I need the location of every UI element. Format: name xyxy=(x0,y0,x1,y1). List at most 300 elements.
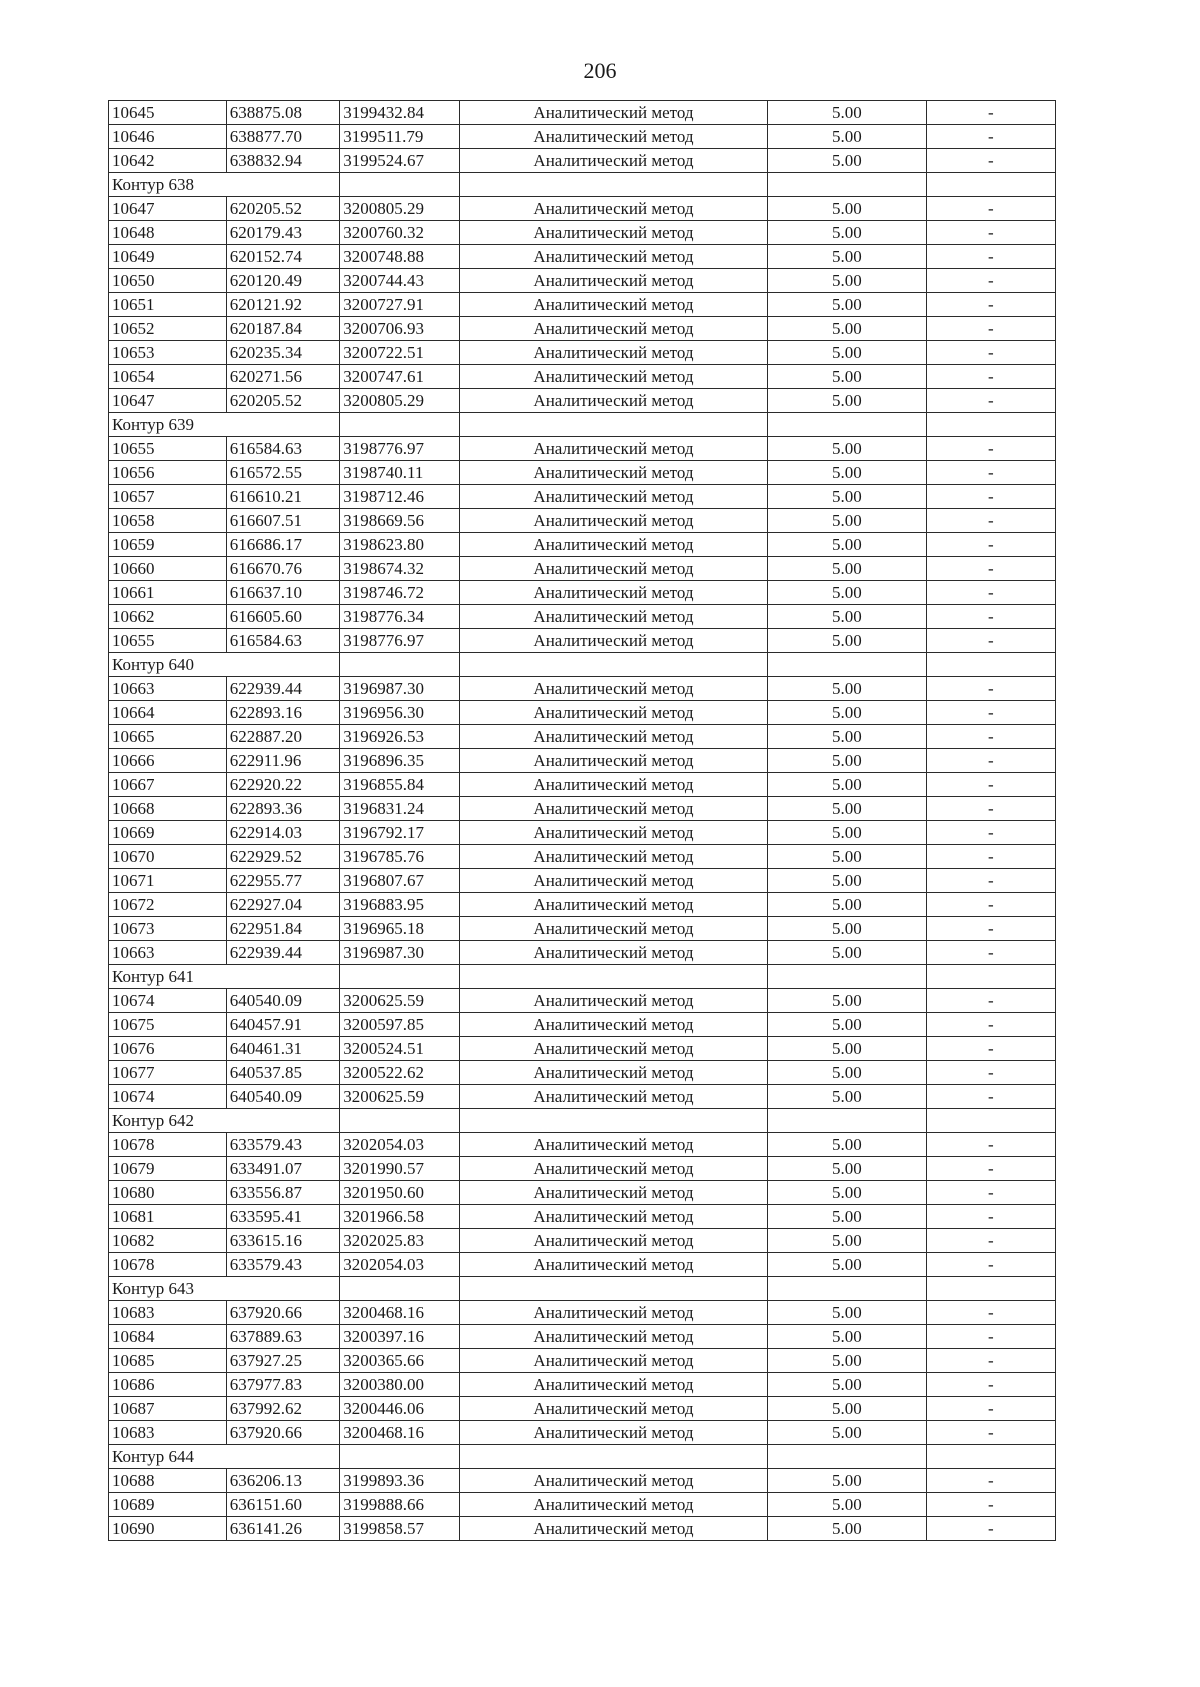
method-cell: Аналитический метод xyxy=(460,1133,768,1157)
note-cell: - xyxy=(926,1469,1055,1493)
x-coordinate-cell: 622893.16 xyxy=(226,701,340,725)
contour-header-row xyxy=(109,413,1056,437)
table-row xyxy=(109,725,1056,749)
page-number: 206 xyxy=(583,58,617,83)
contour-header-row xyxy=(109,1109,1056,1133)
method-cell: Аналитический метод xyxy=(460,1325,768,1349)
point-id-cell: 10651 xyxy=(109,293,227,317)
error-cell: 5.00 xyxy=(767,1181,926,1205)
x-coordinate-cell: 633579.43 xyxy=(226,1253,340,1277)
point-id-cell: 10672 xyxy=(109,893,227,917)
y-coordinate-cell: 3196926.53 xyxy=(340,725,460,749)
table-row xyxy=(109,557,1056,581)
y-coordinate-cell: 3200524.51 xyxy=(340,1037,460,1061)
empty-cell xyxy=(926,1277,1055,1301)
note-cell: - xyxy=(926,1157,1055,1181)
x-coordinate-cell: 622887.20 xyxy=(226,725,340,749)
note-cell: - xyxy=(926,533,1055,557)
method-cell: Аналитический метод xyxy=(460,1181,768,1205)
method-cell: Аналитический метод xyxy=(460,797,768,821)
table-row xyxy=(109,221,1056,245)
note-cell: - xyxy=(926,101,1055,125)
empty-cell xyxy=(926,173,1055,197)
error-cell: 5.00 xyxy=(767,293,926,317)
empty-cell xyxy=(926,1109,1055,1133)
point-id-cell: 10678 xyxy=(109,1253,227,1277)
table-row xyxy=(109,677,1056,701)
x-coordinate-cell: 622955.77 xyxy=(226,869,340,893)
table-row xyxy=(109,1421,1056,1445)
note-cell: - xyxy=(926,1181,1055,1205)
error-cell: 5.00 xyxy=(767,629,926,653)
x-coordinate-cell: 616584.63 xyxy=(226,437,340,461)
table-row xyxy=(109,389,1056,413)
x-coordinate-cell: 622939.44 xyxy=(226,677,340,701)
y-coordinate-cell: 3200446.06 xyxy=(340,1397,460,1421)
method-cell: Аналитический метод xyxy=(460,1469,768,1493)
method-cell: Аналитический метод xyxy=(460,1253,768,1277)
x-coordinate-cell: 616670.76 xyxy=(226,557,340,581)
method-cell: Аналитический метод xyxy=(460,1229,768,1253)
x-coordinate-cell: 637920.66 xyxy=(226,1421,340,1445)
y-coordinate-cell: 3200727.91 xyxy=(340,293,460,317)
method-cell: Аналитический метод xyxy=(460,317,768,341)
note-cell: - xyxy=(926,245,1055,269)
point-id-cell: 10664 xyxy=(109,701,227,725)
x-coordinate-cell: 638877.70 xyxy=(226,125,340,149)
x-coordinate-cell: 622951.84 xyxy=(226,917,340,941)
table-row xyxy=(109,1229,1056,1253)
point-id-cell: 10677 xyxy=(109,1061,227,1085)
point-id-cell: 10681 xyxy=(109,1205,227,1229)
empty-cell xyxy=(460,413,768,437)
error-cell: 5.00 xyxy=(767,1013,926,1037)
table-row xyxy=(109,917,1056,941)
point-id-cell: 10656 xyxy=(109,461,227,485)
point-id-cell: 10665 xyxy=(109,725,227,749)
note-cell: - xyxy=(926,1373,1055,1397)
table-row xyxy=(109,365,1056,389)
x-coordinate-cell: 636141.26 xyxy=(226,1517,340,1541)
contour-label: Контур 644 xyxy=(109,1445,340,1469)
empty-cell xyxy=(926,653,1055,677)
empty-cell xyxy=(340,965,460,989)
point-id-cell: 10646 xyxy=(109,125,227,149)
error-cell: 5.00 xyxy=(767,1325,926,1349)
method-cell: Аналитический метод xyxy=(460,1037,768,1061)
table-row xyxy=(109,869,1056,893)
error-cell: 5.00 xyxy=(767,485,926,509)
error-cell: 5.00 xyxy=(767,101,926,125)
note-cell: - xyxy=(926,557,1055,581)
method-cell: Аналитический метод xyxy=(460,941,768,965)
table-row xyxy=(109,125,1056,149)
table-row xyxy=(109,197,1056,221)
y-coordinate-cell: 3198746.72 xyxy=(340,581,460,605)
method-cell: Аналитический метод xyxy=(460,245,768,269)
x-coordinate-cell: 633595.41 xyxy=(226,1205,340,1229)
point-id-cell: 10667 xyxy=(109,773,227,797)
method-cell: Аналитический метод xyxy=(460,1013,768,1037)
x-coordinate-cell: 638832.94 xyxy=(226,149,340,173)
error-cell: 5.00 xyxy=(767,557,926,581)
note-cell: - xyxy=(926,893,1055,917)
method-cell: Аналитический метод xyxy=(460,749,768,773)
error-cell: 5.00 xyxy=(767,821,926,845)
table-row xyxy=(109,317,1056,341)
empty-cell xyxy=(926,965,1055,989)
table-row xyxy=(109,533,1056,557)
method-cell: Аналитический метод xyxy=(460,725,768,749)
error-cell: 5.00 xyxy=(767,581,926,605)
point-id-cell: 10687 xyxy=(109,1397,227,1421)
note-cell: - xyxy=(926,797,1055,821)
point-id-cell: 10666 xyxy=(109,749,227,773)
contour-header-row xyxy=(109,173,1056,197)
empty-cell xyxy=(460,173,768,197)
point-id-cell: 10663 xyxy=(109,677,227,701)
y-coordinate-cell: 3196883.95 xyxy=(340,893,460,917)
note-cell: - xyxy=(926,1493,1055,1517)
method-cell: Аналитический метод xyxy=(460,389,768,413)
error-cell: 5.00 xyxy=(767,389,926,413)
table-row xyxy=(109,845,1056,869)
error-cell: 5.00 xyxy=(767,341,926,365)
y-coordinate-cell: 3200748.88 xyxy=(340,245,460,269)
note-cell: - xyxy=(926,437,1055,461)
note-cell: - xyxy=(926,989,1055,1013)
point-id-cell: 10670 xyxy=(109,845,227,869)
empty-cell xyxy=(767,173,926,197)
contour-label: Контур 641 xyxy=(109,965,340,989)
error-cell: 5.00 xyxy=(767,317,926,341)
note-cell: - xyxy=(926,605,1055,629)
point-id-cell: 10663 xyxy=(109,941,227,965)
x-coordinate-cell: 633579.43 xyxy=(226,1133,340,1157)
x-coordinate-cell: 633491.07 xyxy=(226,1157,340,1181)
empty-cell xyxy=(460,1445,768,1469)
error-cell: 5.00 xyxy=(767,437,926,461)
x-coordinate-cell: 620120.49 xyxy=(226,269,340,293)
note-cell: - xyxy=(926,845,1055,869)
note-cell: - xyxy=(926,1349,1055,1373)
x-coordinate-cell: 640540.09 xyxy=(226,1085,340,1109)
table-row xyxy=(109,1205,1056,1229)
x-coordinate-cell: 620187.84 xyxy=(226,317,340,341)
y-coordinate-cell: 3200365.66 xyxy=(340,1349,460,1373)
method-cell: Аналитический метод xyxy=(460,485,768,509)
coordinates-table xyxy=(108,100,1056,1541)
error-cell: 5.00 xyxy=(767,365,926,389)
y-coordinate-cell: 3198740.11 xyxy=(340,461,460,485)
method-cell: Аналитический метод xyxy=(460,125,768,149)
x-coordinate-cell: 620235.34 xyxy=(226,341,340,365)
contour-label: Контур 640 xyxy=(109,653,340,677)
error-cell: 5.00 xyxy=(767,725,926,749)
contour-header-row xyxy=(109,965,1056,989)
empty-cell xyxy=(460,1277,768,1301)
table-row xyxy=(109,461,1056,485)
x-coordinate-cell: 620271.56 xyxy=(226,365,340,389)
contour-label: Контур 643 xyxy=(109,1277,340,1301)
y-coordinate-cell: 3200625.59 xyxy=(340,1085,460,1109)
x-coordinate-cell: 638875.08 xyxy=(226,101,340,125)
y-coordinate-cell: 3196855.84 xyxy=(340,773,460,797)
table-row xyxy=(109,101,1056,125)
method-cell: Аналитический метод xyxy=(460,581,768,605)
x-coordinate-cell: 633615.16 xyxy=(226,1229,340,1253)
point-id-cell: 10678 xyxy=(109,1133,227,1157)
empty-cell xyxy=(460,1109,768,1133)
table-row xyxy=(109,989,1056,1013)
error-cell: 5.00 xyxy=(767,1301,926,1325)
note-cell: - xyxy=(926,677,1055,701)
method-cell: Аналитический метод xyxy=(460,341,768,365)
y-coordinate-cell: 3196987.30 xyxy=(340,941,460,965)
empty-cell xyxy=(767,1109,926,1133)
table-row xyxy=(109,1133,1056,1157)
y-coordinate-cell: 3200397.16 xyxy=(340,1325,460,1349)
y-coordinate-cell: 3196807.67 xyxy=(340,869,460,893)
x-coordinate-cell: 640540.09 xyxy=(226,989,340,1013)
x-coordinate-cell: 620179.43 xyxy=(226,221,340,245)
table-row xyxy=(109,341,1056,365)
y-coordinate-cell: 3200747.61 xyxy=(340,365,460,389)
x-coordinate-cell: 620152.74 xyxy=(226,245,340,269)
table-row xyxy=(109,797,1056,821)
error-cell: 5.00 xyxy=(767,1085,926,1109)
note-cell: - xyxy=(926,1133,1055,1157)
table-row xyxy=(109,1157,1056,1181)
method-cell: Аналитический метод xyxy=(460,197,768,221)
y-coordinate-cell: 3198776.97 xyxy=(340,437,460,461)
error-cell: 5.00 xyxy=(767,1061,926,1085)
point-id-cell: 10674 xyxy=(109,1085,227,1109)
method-cell: Аналитический метод xyxy=(460,1301,768,1325)
note-cell: - xyxy=(926,917,1055,941)
y-coordinate-cell: 3199858.57 xyxy=(340,1517,460,1541)
table-row xyxy=(109,893,1056,917)
error-cell: 5.00 xyxy=(767,1469,926,1493)
method-cell: Аналитический метод xyxy=(460,917,768,941)
table-row xyxy=(109,629,1056,653)
error-cell: 5.00 xyxy=(767,1037,926,1061)
y-coordinate-cell: 3200744.43 xyxy=(340,269,460,293)
error-cell: 5.00 xyxy=(767,1229,926,1253)
error-cell: 5.00 xyxy=(767,1493,926,1517)
table-row xyxy=(109,1013,1056,1037)
method-cell: Аналитический метод xyxy=(460,1157,768,1181)
point-id-cell: 10673 xyxy=(109,917,227,941)
y-coordinate-cell: 3200706.93 xyxy=(340,317,460,341)
y-coordinate-cell: 3198776.34 xyxy=(340,605,460,629)
table-row xyxy=(109,773,1056,797)
table-row xyxy=(109,293,1056,317)
error-cell: 5.00 xyxy=(767,245,926,269)
note-cell: - xyxy=(926,1397,1055,1421)
x-coordinate-cell: 640537.85 xyxy=(226,1061,340,1085)
table-row xyxy=(109,437,1056,461)
x-coordinate-cell: 616584.63 xyxy=(226,629,340,653)
method-cell: Аналитический метод xyxy=(460,533,768,557)
empty-cell xyxy=(767,1445,926,1469)
empty-cell xyxy=(926,413,1055,437)
method-cell: Аналитический метод xyxy=(460,989,768,1013)
point-id-cell: 10686 xyxy=(109,1373,227,1397)
table-row xyxy=(109,1349,1056,1373)
x-coordinate-cell: 616610.21 xyxy=(226,485,340,509)
y-coordinate-cell: 3202054.03 xyxy=(340,1133,460,1157)
empty-cell xyxy=(340,1109,460,1133)
table-row xyxy=(109,245,1056,269)
method-cell: Аналитический метод xyxy=(460,1421,768,1445)
note-cell: - xyxy=(926,941,1055,965)
point-id-cell: 10689 xyxy=(109,1493,227,1517)
point-id-cell: 10662 xyxy=(109,605,227,629)
error-cell: 5.00 xyxy=(767,509,926,533)
contour-label: Контур 639 xyxy=(109,413,340,437)
point-id-cell: 10669 xyxy=(109,821,227,845)
table-row xyxy=(109,821,1056,845)
point-id-cell: 10645 xyxy=(109,101,227,125)
y-coordinate-cell: 3199888.66 xyxy=(340,1493,460,1517)
method-cell: Аналитический метод xyxy=(460,773,768,797)
point-id-cell: 10658 xyxy=(109,509,227,533)
note-cell: - xyxy=(926,293,1055,317)
note-cell: - xyxy=(926,1325,1055,1349)
point-id-cell: 10674 xyxy=(109,989,227,1013)
note-cell: - xyxy=(926,1037,1055,1061)
y-coordinate-cell: 3196987.30 xyxy=(340,677,460,701)
error-cell: 5.00 xyxy=(767,1373,926,1397)
empty-cell xyxy=(460,965,768,989)
y-coordinate-cell: 3200722.51 xyxy=(340,341,460,365)
point-id-cell: 10648 xyxy=(109,221,227,245)
error-cell: 5.00 xyxy=(767,917,926,941)
y-coordinate-cell: 3200380.00 xyxy=(340,1373,460,1397)
note-cell: - xyxy=(926,197,1055,221)
table-row xyxy=(109,1301,1056,1325)
y-coordinate-cell: 3198776.97 xyxy=(340,629,460,653)
empty-cell xyxy=(767,1277,926,1301)
point-id-cell: 10653 xyxy=(109,341,227,365)
table-row xyxy=(109,509,1056,533)
method-cell: Аналитический метод xyxy=(460,365,768,389)
note-cell: - xyxy=(926,509,1055,533)
method-cell: Аналитический метод xyxy=(460,821,768,845)
error-cell: 5.00 xyxy=(767,1205,926,1229)
note-cell: - xyxy=(926,1013,1055,1037)
note-cell: - xyxy=(926,1085,1055,1109)
y-coordinate-cell: 3200597.85 xyxy=(340,1013,460,1037)
table-row xyxy=(109,1037,1056,1061)
point-id-cell: 10680 xyxy=(109,1181,227,1205)
y-coordinate-cell: 3198623.80 xyxy=(340,533,460,557)
note-cell: - xyxy=(926,389,1055,413)
y-coordinate-cell: 3198669.56 xyxy=(340,509,460,533)
y-coordinate-cell: 3202025.83 xyxy=(340,1229,460,1253)
empty-cell xyxy=(340,1277,460,1301)
y-coordinate-cell: 3201990.57 xyxy=(340,1157,460,1181)
contour-label: Контур 638 xyxy=(109,173,340,197)
point-id-cell: 10661 xyxy=(109,581,227,605)
method-cell: Аналитический метод xyxy=(460,149,768,173)
point-id-cell: 10649 xyxy=(109,245,227,269)
empty-cell xyxy=(767,653,926,677)
method-cell: Аналитический метод xyxy=(460,677,768,701)
point-id-cell: 10676 xyxy=(109,1037,227,1061)
error-cell: 5.00 xyxy=(767,869,926,893)
contour-header-row xyxy=(109,1277,1056,1301)
y-coordinate-cell: 3200805.29 xyxy=(340,197,460,221)
error-cell: 5.00 xyxy=(767,1133,926,1157)
note-cell: - xyxy=(926,1517,1055,1541)
x-coordinate-cell: 637889.63 xyxy=(226,1325,340,1349)
y-coordinate-cell: 3200522.62 xyxy=(340,1061,460,1085)
x-coordinate-cell: 636206.13 xyxy=(226,1469,340,1493)
error-cell: 5.00 xyxy=(767,893,926,917)
error-cell: 5.00 xyxy=(767,461,926,485)
table-row xyxy=(109,581,1056,605)
method-cell: Аналитический метод xyxy=(460,461,768,485)
x-coordinate-cell: 622920.22 xyxy=(226,773,340,797)
error-cell: 5.00 xyxy=(767,773,926,797)
y-coordinate-cell: 3196792.17 xyxy=(340,821,460,845)
x-coordinate-cell: 640457.91 xyxy=(226,1013,340,1037)
x-coordinate-cell: 620121.92 xyxy=(226,293,340,317)
error-cell: 5.00 xyxy=(767,1349,926,1373)
contour-label: Контур 642 xyxy=(109,1109,340,1133)
y-coordinate-cell: 3196831.24 xyxy=(340,797,460,821)
x-coordinate-cell: 633556.87 xyxy=(226,1181,340,1205)
error-cell: 5.00 xyxy=(767,149,926,173)
x-coordinate-cell: 616637.10 xyxy=(226,581,340,605)
y-coordinate-cell: 3199893.36 xyxy=(340,1469,460,1493)
method-cell: Аналитический метод xyxy=(460,1061,768,1085)
method-cell: Аналитический метод xyxy=(460,1397,768,1421)
y-coordinate-cell: 3200625.59 xyxy=(340,989,460,1013)
y-coordinate-cell: 3201966.58 xyxy=(340,1205,460,1229)
error-cell: 5.00 xyxy=(767,125,926,149)
note-cell: - xyxy=(926,149,1055,173)
note-cell: - xyxy=(926,485,1055,509)
method-cell: Аналитический метод xyxy=(460,1349,768,1373)
note-cell: - xyxy=(926,1301,1055,1325)
method-cell: Аналитический метод xyxy=(460,1085,768,1109)
point-id-cell: 10679 xyxy=(109,1157,227,1181)
x-coordinate-cell: 637920.66 xyxy=(226,1301,340,1325)
x-coordinate-cell: 637977.83 xyxy=(226,1373,340,1397)
point-id-cell: 10647 xyxy=(109,197,227,221)
error-cell: 5.00 xyxy=(767,221,926,245)
error-cell: 5.00 xyxy=(767,197,926,221)
table-row xyxy=(109,1061,1056,1085)
error-cell: 5.00 xyxy=(767,677,926,701)
table-row xyxy=(109,1469,1056,1493)
note-cell: - xyxy=(926,317,1055,341)
note-cell: - xyxy=(926,461,1055,485)
x-coordinate-cell: 616605.60 xyxy=(226,605,340,629)
note-cell: - xyxy=(926,1061,1055,1085)
table-row xyxy=(109,1517,1056,1541)
method-cell: Аналитический метод xyxy=(460,869,768,893)
table-row xyxy=(109,485,1056,509)
empty-cell xyxy=(340,173,460,197)
y-coordinate-cell: 3196956.30 xyxy=(340,701,460,725)
note-cell: - xyxy=(926,749,1055,773)
method-cell: Аналитический метод xyxy=(460,1517,768,1541)
error-cell: 5.00 xyxy=(767,269,926,293)
